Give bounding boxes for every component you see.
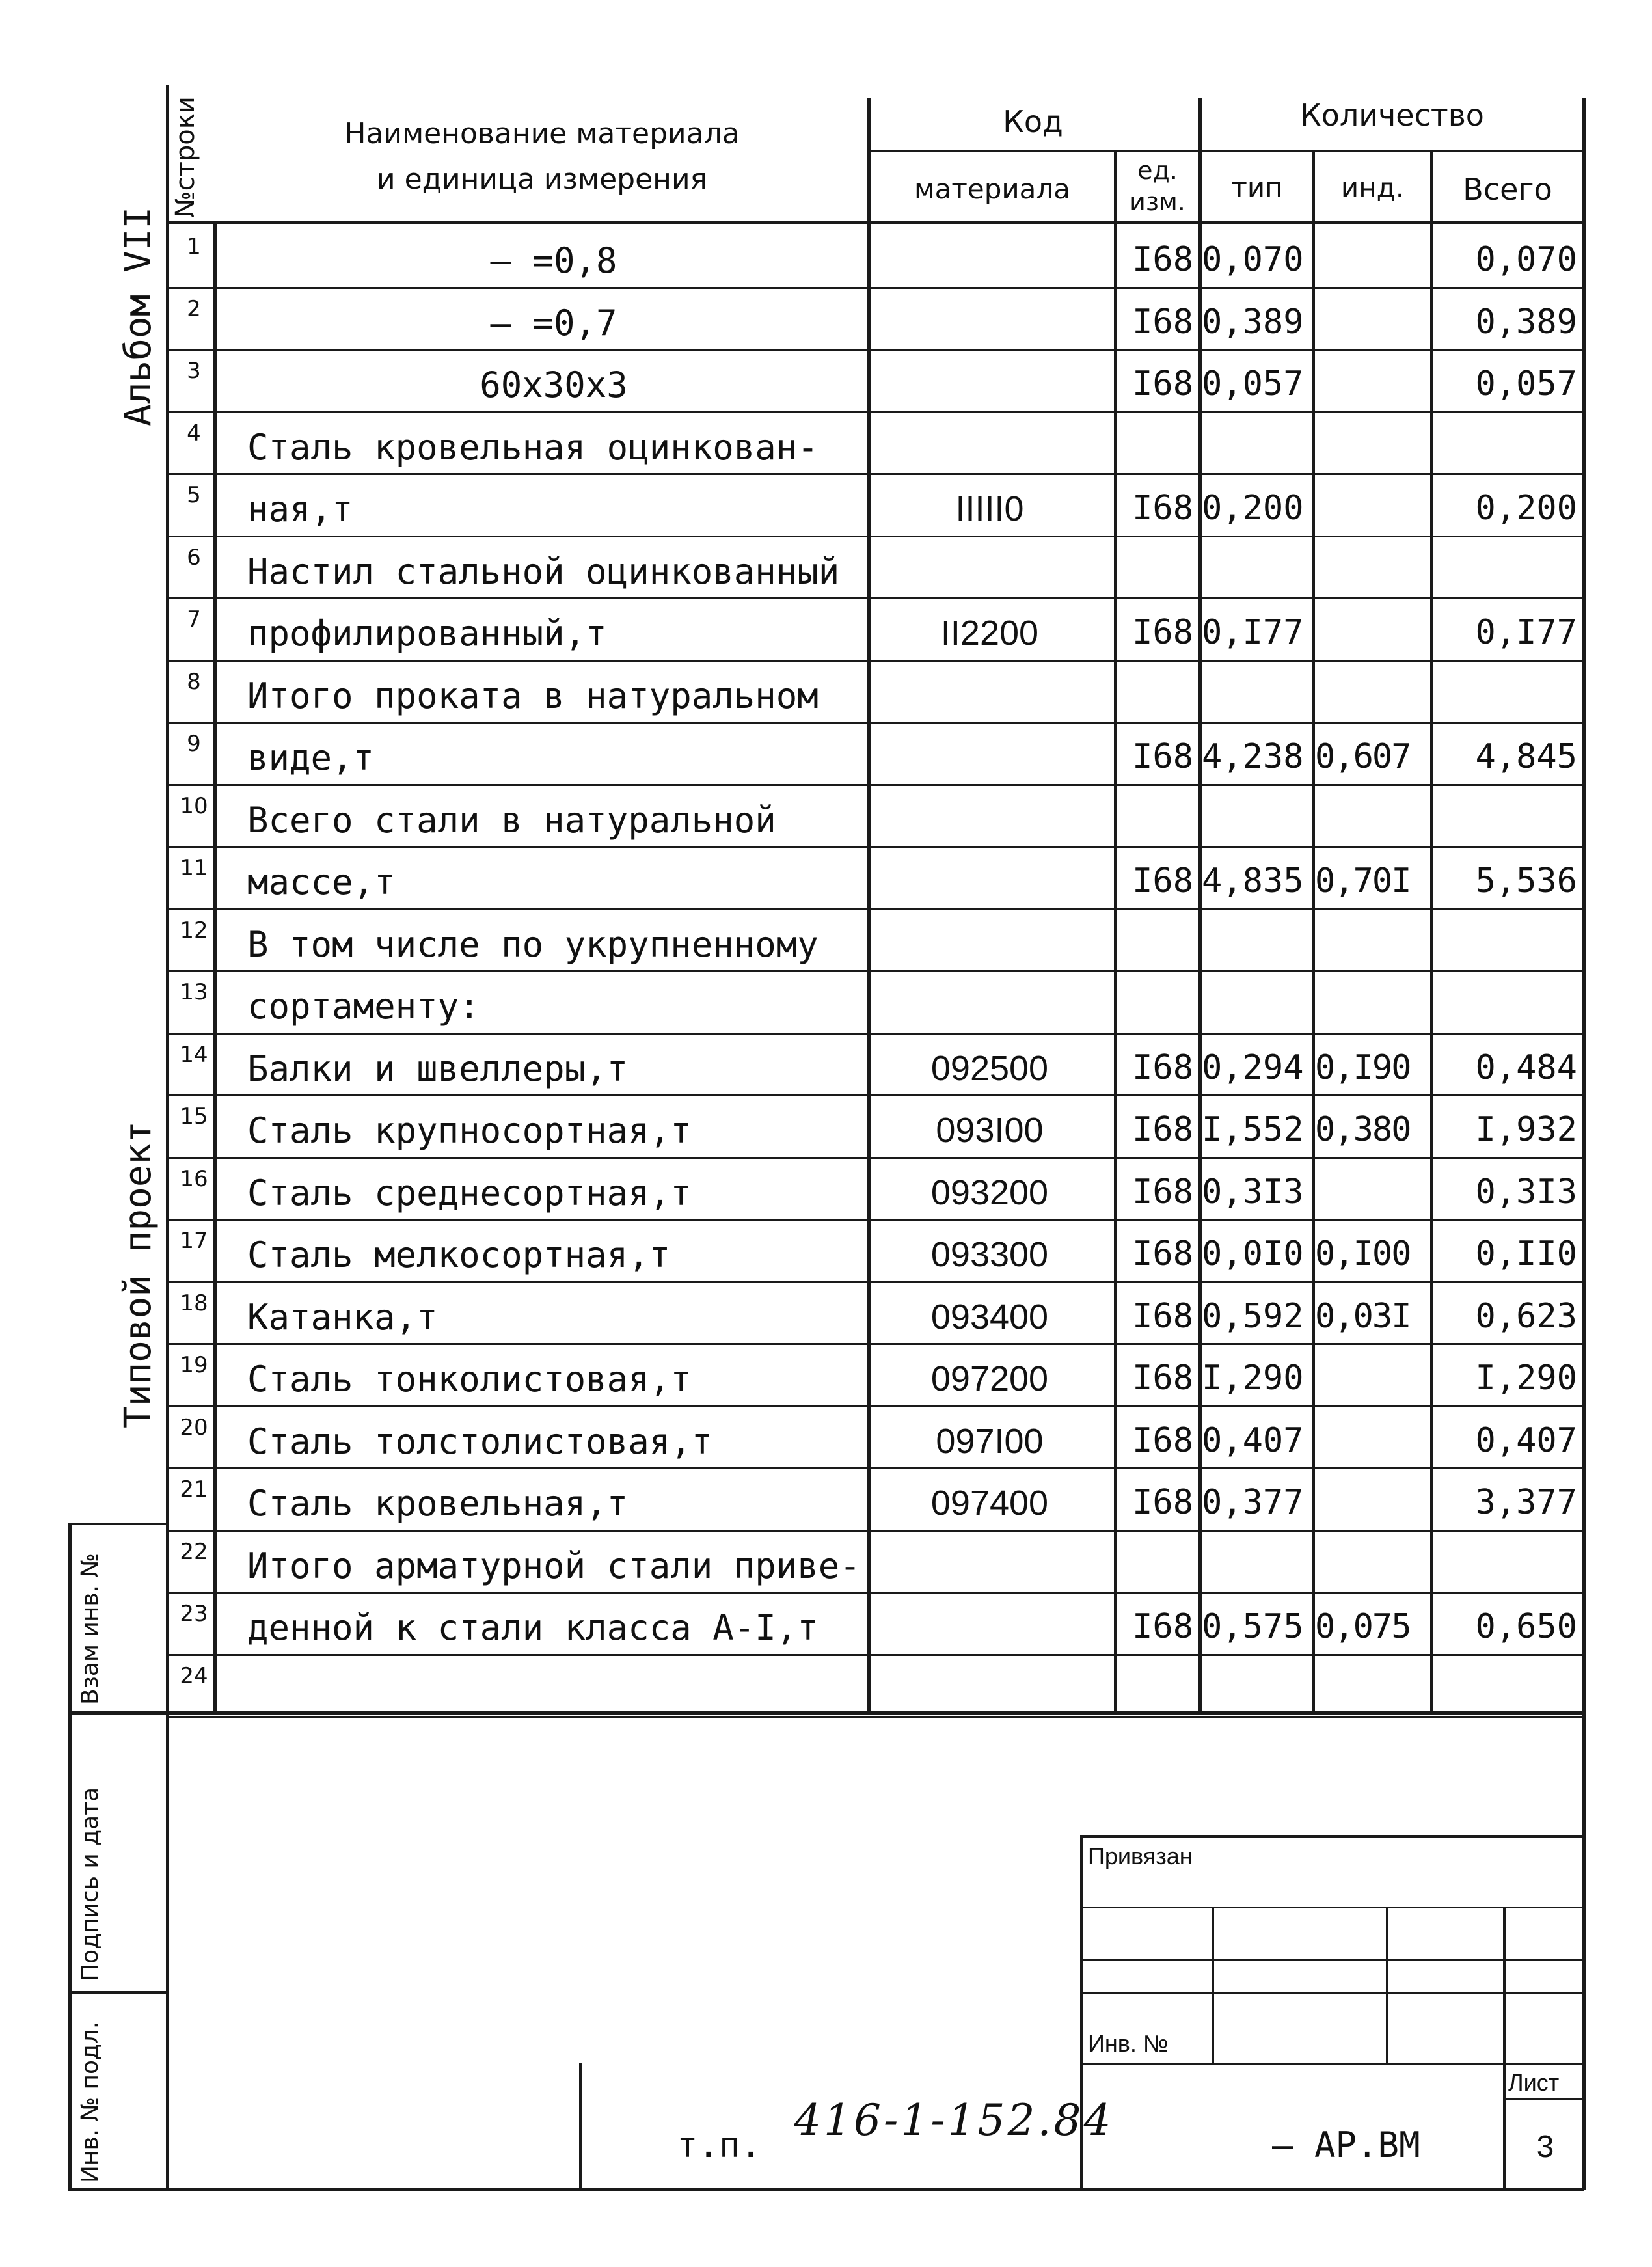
row-name-cell: Итого арматурной стали приве- [247, 1545, 861, 1586]
row-total-cell: 0,200 [1475, 489, 1577, 528]
row-tip-cell: 0,200 [1202, 489, 1304, 528]
row-total-cell: 0,484 [1475, 1048, 1577, 1087]
row-code-cell: 093200 [930, 1173, 1049, 1212]
row-tip-cell: 0,407 [1202, 1421, 1304, 1460]
row-ind-cell: 0,70I [1315, 862, 1411, 901]
row-number: 16 [180, 1166, 208, 1192]
stamp-inv-no: Инв. № [1088, 2030, 1169, 2057]
stamp-tp-prefix: т.п. [677, 2124, 762, 2165]
header-quantity: Количество [1300, 98, 1484, 133]
row-number: 14 [180, 1042, 208, 1068]
header-code: Код [1003, 104, 1063, 139]
row-name-cell: ная,т [247, 489, 353, 530]
row-name-cell: Сталь кровельная оцинкован- [247, 427, 819, 468]
row-code-cell: 097I00 [936, 1422, 1044, 1461]
row-unit-cell: I68 [1132, 1359, 1193, 1398]
row-number: 7 [187, 606, 201, 632]
row-total-cell: I,290 [1475, 1359, 1577, 1398]
row-name-cell: Сталь среднесортная,т [247, 1173, 692, 1214]
row-unit-cell: I68 [1132, 364, 1193, 403]
row-unit-cell: I68 [1132, 1234, 1193, 1273]
row-tip-cell: I,552 [1202, 1110, 1304, 1149]
row-code-cell: IIIII0 [955, 489, 1024, 528]
row-name-cell: – =0,7 [490, 303, 617, 344]
header-tip: тип [1231, 172, 1283, 204]
row-total-cell: 0,389 [1475, 303, 1577, 342]
row-unit-cell: I68 [1132, 489, 1193, 528]
row-number: 24 [180, 1663, 208, 1689]
row-tip-cell: 0,3I3 [1202, 1173, 1304, 1212]
row-name-cell: Балки и швеллеры,т [247, 1048, 629, 1089]
row-unit-cell: I68 [1132, 1297, 1193, 1336]
row-unit-cell: I68 [1132, 240, 1193, 279]
row-name-cell: Сталь мелкосортная,т [247, 1234, 671, 1275]
row-tip-cell: 0,575 [1202, 1607, 1304, 1646]
row-name-cell: Сталь тонколистовая,т [247, 1359, 692, 1400]
row-total-cell: 0,I77 [1475, 613, 1577, 652]
row-number: 17 [180, 1228, 208, 1254]
row-tip-cell: 0,377 [1202, 1483, 1304, 1522]
stamp-privyazan: Привязан [1088, 1843, 1193, 1869]
row-total-cell: 0,650 [1475, 1607, 1577, 1646]
row-tip-cell: 0,389 [1202, 303, 1304, 342]
row-number: 9 [187, 731, 201, 757]
row-number: 18 [180, 1290, 208, 1316]
row-total-cell: 5,536 [1475, 862, 1577, 901]
row-name-cell: Итого проката в натуральном [247, 675, 819, 716]
side-signature-label: Подпись и дата [77, 1787, 103, 1981]
row-unit-cell: I68 [1132, 303, 1193, 342]
row-code-cell: 097400 [930, 1484, 1049, 1523]
row-unit-cell: I68 [1132, 1048, 1193, 1087]
row-tip-cell: 0,070 [1202, 240, 1304, 279]
row-total-cell: 0,II0 [1475, 1234, 1577, 1273]
header-material: материала [914, 173, 1070, 205]
row-unit-cell: I68 [1132, 1173, 1193, 1212]
row-tip-cell: I,290 [1202, 1359, 1304, 1398]
row-total-cell: 0,407 [1475, 1421, 1577, 1460]
row-tip-cell: 0,592 [1202, 1297, 1304, 1336]
row-number: 6 [187, 545, 201, 571]
row-unit-cell: I68 [1132, 1110, 1193, 1149]
row-unit-cell: I68 [1132, 1483, 1193, 1522]
row-total-cell: 0,057 [1475, 364, 1577, 403]
row-name-cell: Сталь кровельная,т [247, 1483, 629, 1524]
row-number: 21 [180, 1476, 208, 1502]
row-number: 3 [187, 358, 201, 384]
row-ind-cell: 0,03I [1315, 1297, 1411, 1336]
row-code-cell: 093I00 [936, 1111, 1044, 1150]
row-name-cell: 60х30х3 [480, 364, 628, 405]
stamp-list-label: Лист [1508, 2069, 1560, 2096]
row-number: 11 [180, 855, 208, 881]
stamp-tp-number: 416-1-152.84 [794, 2095, 1114, 2145]
row-number: 4 [187, 420, 201, 446]
header-name-line1: Наименование материала [344, 117, 740, 150]
row-number: 2 [187, 296, 201, 322]
row-number: 8 [187, 669, 201, 695]
row-unit-cell: I68 [1132, 737, 1193, 776]
row-total-cell: 3,377 [1475, 1483, 1577, 1522]
row-code-cell: 092500 [930, 1049, 1049, 1088]
row-unit-cell: I68 [1132, 1421, 1193, 1460]
row-code-cell: 093300 [930, 1235, 1049, 1274]
row-number: 1 [187, 234, 201, 260]
header-ind: инд. [1340, 172, 1405, 204]
row-number: 10 [180, 793, 208, 819]
row-number: 5 [187, 482, 201, 508]
row-tip-cell: 0,057 [1202, 364, 1304, 403]
row-tip-cell: 0,294 [1202, 1048, 1304, 1087]
side-vzam-label: Взам инв. № [77, 1553, 103, 1705]
row-code-cell: 097200 [930, 1359, 1049, 1398]
row-name-cell: – =0,8 [490, 240, 617, 281]
row-unit-cell: I68 [1132, 613, 1193, 652]
row-number: 12 [180, 917, 208, 943]
row-code-cell: 093400 [930, 1297, 1049, 1337]
row-total-cell: 0,623 [1475, 1297, 1577, 1336]
stamp-tp-suffix: – АР.ВМ [1272, 2124, 1420, 2165]
header-row-number: №строки [170, 96, 200, 218]
row-tip-cell: 4,835 [1202, 862, 1304, 901]
row-total-cell: 0,3I3 [1475, 1173, 1577, 1212]
header-unit-line2: изм. [1130, 187, 1185, 216]
row-tip-cell: 4,238 [1202, 737, 1304, 776]
row-name-cell: массе,т [247, 862, 396, 903]
row-number: 23 [180, 1601, 208, 1627]
row-ind-cell: 0,607 [1315, 737, 1411, 776]
row-unit-cell: I68 [1132, 1607, 1193, 1646]
row-tip-cell: 0,0I0 [1202, 1234, 1304, 1273]
row-number: 13 [180, 979, 208, 1005]
header-total: Всего [1463, 172, 1552, 207]
row-tip-cell: 0,I77 [1202, 613, 1304, 652]
row-name-cell: профилированный,т [247, 613, 607, 654]
row-ind-cell: 0,I00 [1315, 1234, 1411, 1273]
row-name-cell: виде,т [247, 737, 375, 778]
side-inv-podl-label: Инв. № подл. [77, 2021, 103, 2183]
row-number: 15 [180, 1104, 208, 1130]
row-ind-cell: 0,I90 [1315, 1048, 1411, 1087]
row-name-cell: Сталь толстолистовая,т [247, 1421, 713, 1462]
row-ind-cell: 0,380 [1315, 1110, 1411, 1149]
row-name-cell: Катанка,т [247, 1297, 438, 1338]
row-number: 19 [180, 1352, 208, 1378]
row-ind-cell: 0,075 [1315, 1607, 1411, 1646]
header-unit-line1: ед. [1137, 156, 1178, 185]
row-unit-cell: I68 [1132, 862, 1193, 901]
stamp-list-number: 3 [1536, 2130, 1554, 2164]
row-name-cell: Настил стальной оцинкованный [247, 551, 840, 592]
row-number: 22 [180, 1539, 208, 1565]
row-name-cell: Всего стали в натуральной [247, 800, 776, 841]
row-number: 20 [180, 1415, 208, 1441]
row-name-cell: денной к стали класса А-I,т [247, 1607, 819, 1648]
row-total-cell: 0,070 [1475, 240, 1577, 279]
row-name-cell: Сталь крупносортная,т [247, 1110, 692, 1151]
row-total-cell: I,932 [1475, 1110, 1577, 1149]
row-name-cell: сортаменту: [247, 986, 480, 1027]
row-total-cell: 4,845 [1475, 737, 1577, 776]
row-code-cell: II2200 [940, 614, 1039, 653]
row-name-cell: В том числе по укрупненному [247, 924, 819, 965]
side-project-label: Типовой проект [117, 1120, 159, 1428]
side-album-label: Альбом VII [117, 206, 159, 426]
header-name-line2: и единица измерения [376, 163, 708, 196]
